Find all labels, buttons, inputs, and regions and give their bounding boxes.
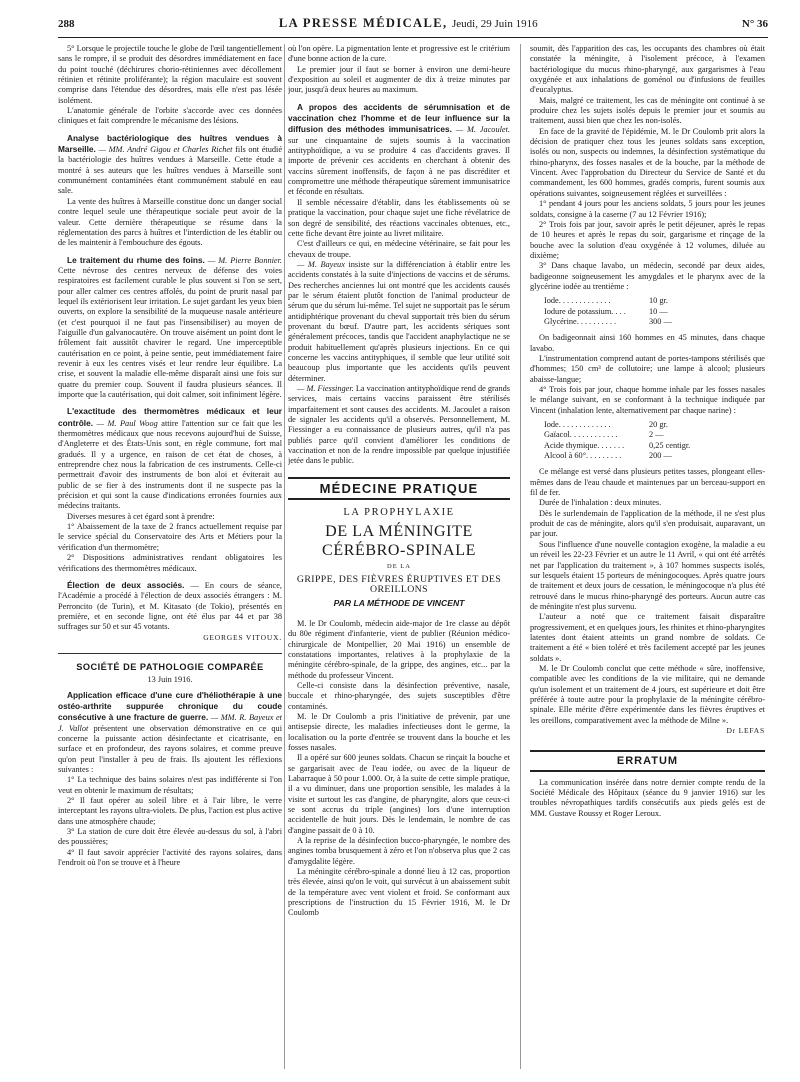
headline-connector: DE LA — [387, 563, 411, 571]
paragraph: soumit, dès l'apparition des cas, les occupants des chambres où était constatée la méningite, à l'isolement précoce, à l'examen bactériologique du mucus rhino-pharyngé, aux gargarismes à l'eau oxygénée et aux inhalations de goménol ou d'infusions de feuilles d'eucalyptus. — [530, 44, 765, 95]
article-authors: — M. Paul Woog — [96, 418, 158, 428]
paragraph: Durée de l'inhalation : deux minutes. — [539, 498, 662, 508]
ingredient: Iode. . . . . . . . . . . . . — [544, 420, 611, 430]
column-divider — [284, 44, 285, 1069]
article-title: A propos des accidents de sérumnisation et de vaccination chez l'homme et de leur influence sur la diffusion des méthodes immunisatrices. — [288, 101, 510, 135]
article-text: — En cours de séance, l'Académie a procédé à l'élection de deux associés étrangers : M. Perroncito (de Turin), et M. Kitasato (de Tokio), présentés en première, et en seconde ligne, ont été élus par 44 et par 38 suffrages sur 50 et sur 45 votants. — [58, 580, 282, 632]
article-text: fils ont étudié la bactériologie des huîtres vendues à Marseille. Cette étude a montré à ses auteurs que les huîtres vendues à Marseille sont communément contaminées étant communément stabulé en eau sale. — [58, 145, 282, 196]
article-title: Le traitement du rhume des foins. — [67, 254, 205, 265]
paragraph: A la reprise de la désinfection bucco-pharyngée, le nombre des angines tomba brusquement à zéro et l'on n'observa plus que 2 cas d'amygdalite légère. — [288, 836, 510, 866]
quantity: 2 — — [649, 430, 664, 440]
paragraph: 1° pendant 4 jours pour les anciens soldats, 5 jours pour les jeunes soldats, consigne à la caserne (7 au 12 Février 1916); — [530, 199, 765, 219]
article-authors: — MM. R. Bayeux et J. Vallot — [58, 713, 282, 733]
ingredient: Iodure de potassium. . . . — [544, 306, 626, 316]
paragraph: Diverses mesures à cet égard sont à prendre: — [67, 511, 215, 521]
paragraph: 4° Trois fois par jour, chaque homme inhale par les fosses nasales le mélange suivant, en se conformant à la technique indiquée par Vincent (inhalation lente, alternativement par chaque narine) : — [530, 385, 765, 415]
list-item: 4° Il faut savoir apprécier l'activité des rayons solaires, dans l'endroit où l'on se trouve et à l'heure — [58, 847, 282, 868]
column-2 — [288, 44, 510, 1069]
headline-method: PAR LA MÉTHODE DE VINCENT — [333, 598, 465, 609]
paragraph: M. le Dr Coulomb, médecin aide-major de 1re classe au dépôt du 80e régiment d'infanterie, vient de publier (Réunion médico-chirurgicale de Montpellier, 20 Mai 1916) un ensemble de constatations importantes, relatives à la prophylaxie de la méningite cérébro-spinale, de la grippe, des angines, etc... par la méthode du professeur Vincent. — [288, 618, 510, 680]
paragraph: M. le Dr Coulomb conclut que cette méthode « sûre, inoffensive, compatible avec les conditions de la vie militaire, qui ne demande qu'un isolement et un traitement de 4 jours, est supérieure et doit être préférée à toute autre pour la prophylaxie de la méningite cérébro-spinale. Elle mérite d'être expérimentée dans les fièvres éruptives et les oreillons, comparativement avec la méthode de Milne ». — [530, 663, 765, 725]
page-number: 288 — [58, 18, 75, 30]
quantity: 300 — — [649, 316, 672, 326]
list-item: 1° La technique des bains solaires n'est pas indifférente si l'on veut en obtenir le maximum de résultats; — [58, 775, 282, 795]
erratum-text: La communication insérée dans notre dernier compte rendu de la Société Médicale des Hôpitaux (séance du 9 janvier 1916) sur les troubles névropathiques tardifs consécutifs aux pieds gelés est de MM. Gustave Roussy et Roger Leroux. — [530, 777, 765, 818]
section-title: SOCIÉTÉ DE PATHOLOGIE COMPARÉE — [58, 653, 282, 672]
article-text: attire l'attention sur ce fait que les thermomètres médicaux que nous recevons aujourd'hui de Suisse, d'Angleterre et des États-Unis sont, en règle commune, fort mal gradués. Il y a urgence, en raison de cet état de choses, à entreprendre chez nous la fabrication de ces instruments. Celle-ci permettrait d'avoir des instruments de bon aloi et éviterait au public de se fier à des instruments dont il ne suspecte pas la précision et qui sont la cause d'indications erronées fournies aux médecins traitants. — [58, 418, 282, 511]
signature: Dr LEFAS — [726, 726, 765, 735]
section-banner: MÉDECINE PRATIQUE — [288, 477, 510, 500]
journal-name: LA PRESSE MÉDICALE, — [278, 16, 448, 30]
paragraph: L'anatomie générale de l'orbite s'accorde avec ces données cliniques et fait comprendre le mécanisme des lésions. — [58, 106, 282, 126]
formula-row — [544, 307, 719, 317]
quantity: 10 gr. — [649, 296, 668, 306]
paragraph: Sous l'influence d'une nouvelle contagion exogène, la maladie a eu un réveil les 22-23 Février et un autre le 11 Avril, « qui ont été arrêtés net par l'application du traitement », à 107 hommes suspects isolés, sur lesquels étaient 15 porteurs de méningocoques. Après quatre jours de traitement et deux jours de cessation, le méningocoque n'a plus été retrouvé dans le mucus rhino-pharyngé des porteurs. Aucun autre cas de méningite n'est plus survenu. — [530, 539, 765, 611]
paragraph: C'est d'ailleurs ce qui, en médecine vétérinaire, se fait pour les chevaux de troupe. — [288, 239, 510, 259]
ingredient: Glycérine. . . . . . . . . . — [544, 316, 617, 326]
article-thermometres — [58, 406, 282, 511]
article-authors: — MM. André Gigou et Charles Richet — [98, 145, 233, 155]
list-item: 2° Il faut opérer au soleil libre et à l'air libre, le verre interceptant les rayons ultra-violets. De plus, l'action est plus active dans une atmosphère chaude; — [58, 796, 282, 826]
article-text: insiste sur la différenciation à établir entre les accidents constatés à la suite d'injections de vaccins et de sérums. Des recherches anciennes lui ont montré que les accidents causés par le sérum étaient plutôt fonction de l'animal producteur de sérum que du sérum lui-même. Tel sujet ne supportait pas le sérum antidiphtérique provenant du cheval supportait très bien du sérum provenant du bœuf. D'autre part, les accidents sériques sont généralement précoces, tandis que l'accident anaphylactique ne se produit habituellement qu'après plusieurs injections. En ce qui concerne les vaccins antityphiques, il semble que leur utilité soit beaucoup plus importante que les accidents qu'ils peuvent déterminer. — [288, 259, 510, 383]
paragraph: Il a opéré sur 600 jeunes soldats. Chacun se rinçait la bouche et se gargarisait avec de l'eau iodée, ou avec de la liqueur de Labarraque à 50 pour 1.000. Or, à la suite de cette simple pratique, il a vu diminuer, dans une proportion sensible, les malades à la visite et surtout les cas d'angine, de pharyngite, alors que ceux-ci se sont accrus du triple (angines) lors d'une interruption accidentelle de huit jours. Dès le lendemain, le nombre de cas d'angine passait de 0 à 10. — [288, 753, 510, 835]
article-title: Application efficace d'une cure d'héliothérapie à une ostéo-arthrite suppurée chronique du coude consécutive à une fracture de guerre. — [58, 689, 282, 723]
paragraph: La méningite cérébro-spinale a donné lieu à 12 cas, proportion très élevée, ainsi qu'on le voit, qui survécut à un abaissement subit de la température avec vent violent et froid. Se conformant aux prescriptions de l'instruction du 15 Février 1916, M. le Dr Coulomb — [288, 867, 510, 918]
column-divider — [520, 44, 521, 1069]
formula-table-2 — [544, 420, 765, 461]
article-heliotherapie — [58, 690, 282, 776]
article-text: Cette névrose des centres nerveux de défense des voies respiratoires est facilement curable le plus souvent si l'on se sert, pour aller calmer ces centres affolés, du point de prurit nasal par lequel ils extériorisent leur irritation. Le sujet gardant les yeux bien ouverts, on explore la sensibilité de la muqueuse nasale antérieure (et c'est pourquoi il ne faut pas l'insensibiliser) au moyen de l'aiguille d'un galvanocautère. On trouve aisément un point dont le frôlement fait aussitôt chavirer le regard. Une imperceptible cautérisation en ce point, à peine sentie, peut immédiatement faire revenir à eux les centres visés et leur rendre leur équilibre. La crise, et souvent la maladie elle-même disparaît ainsi une fois sur quatre du premier coup. Souvent il faudra plusieurs séances. Il importe que la cautérisation, qui doit calmer, soit infiniment légère. — [58, 265, 282, 399]
article-text: présentent une observation démonstrative en ce qui concerne la puissante action désinfectante et cicatrisante, en surface et en profondeur, des rayons solaires, et comme preuve qu'on peut l'installer à peu de frais. Ils ajoutent les réflexions suivantes : — [58, 723, 282, 774]
paragraph: Celle-ci consiste dans la désinfection préventive, nasale, buccale et rhino-pharyngée, des sujets susceptibles d'être contaminés. — [288, 680, 510, 711]
formula-row — [544, 430, 719, 440]
erratum-banner: ERRATUM — [530, 750, 765, 771]
paragraph: Le premier jour il faut se borner à environ une demi-heure d'exposition au soleil et augmenter de dix à treize minutes par jour, jusqu'à deux heures au maximum. — [288, 64, 510, 95]
formula-row — [544, 441, 719, 451]
paragraph: Dès le surlendemain de l'application de la méthode, il ne s'est plus produit de cas de méningite, alors qu'il s'en produisait, auparavant, un par jour. — [530, 508, 765, 539]
ingredient: Gaïacol. . . . . . . . . . . . — [544, 430, 618, 440]
ingredient: Acide thymique. . . . . . . — [544, 440, 625, 450]
formula-row — [544, 451, 719, 461]
paragraph: 3° Dans chaque lavabo, un médecin, secondé par deux aides, badigeonne soigneusement les amygdales et le pharynx avec de la glycérine iodée au trentième : — [530, 261, 765, 291]
page-header — [58, 18, 768, 38]
formula-row — [544, 296, 719, 306]
formula-row — [544, 317, 719, 327]
section-date: 13 Juin 1916. — [147, 675, 193, 685]
paragraph: En face de la gravité de l'épidémie, M. le Dr Coulomb prit alors la décision de pratiquer chez tous les jeunes soldats sans exception, isolés ou non, suspects ou indemnes, la désinfection systématique du rhino-pharynx, des fosses nasales et de la bouche, par la méthode de Vincent. Avec l'approbation du Directeur du Service de Santé et du commandement, les 600 hommes, gradés compris, furent soumis aux opérations suivantes, soigneusement réglées et surveillées : — [530, 126, 765, 198]
article-title: Analyse bactériologique des huîtres vendues à Marseille. — [58, 132, 282, 155]
paragraph: Il semble nécessaire d'établir, dans les établissements où se pratique la vaccination, pour chaque sujet une fiche révélatrice de son degré de sensibilité, des réactions vaccinales obtenues, etc., cette fiche devant être jointe au livret militaire. — [288, 197, 510, 238]
paragraph: 5° Lorsque le projectile touche le globe de l'œil tangentiellement sans le rompre, il se produit des désordres immédiatement en face du point touché (déchirures chorio-rétiniennes avec décollement rétinien et rétinite proliférante); la région maculaire est souvent comprise dans l'étendue des désordres, mais elle n'est pas lésée isolément. — [58, 44, 282, 105]
ingredient: Iode. . . . . . . . . . . . . — [544, 296, 611, 306]
signature: GEORGES VITOUX. — [203, 632, 282, 642]
article-title: L'exactitude des thermomètres médicaux et leur contrôle. — [58, 406, 282, 428]
paragraph: 2° Dispositions administratives rendant obligatoires les vérifications des thermomètres médicaux. — [58, 553, 282, 573]
paragraph: 2° Trois fois par jour, savoir après le petit déjeuner, après le repas de 10 heures et après le repas du soir, gargarisme et rinçage de la bouche avec la solution d'eau oxygénée à 12 volumes, diluée au dixième; — [530, 219, 765, 260]
article-rhume-foins — [58, 255, 282, 401]
paragraph: où l'on opère. La pigmentation lente et progressive est le critérium d'une bonne action de la cure. — [288, 44, 510, 64]
article-authors: — M. Jacoulet. — [455, 125, 510, 135]
quantity: 10 — — [649, 306, 668, 316]
article-analyse-huitres — [58, 133, 282, 197]
paragraph: M. le Dr Coulomb a pris l'initiative de prévenir, par une antisepsie directe, les maladies infectieuses dont le germe, la localisation ou la porte d'entrée se trouvent dans la bouche et les fosses nasales. — [288, 711, 510, 752]
paragraph: L'auteur a noté que ce traitement faisait disparaître progressivement, et en quelques jours, les rhinites et rhino-pharyngites latentes dont étaient atteints un grand nombre de soldats. Ce traitement a été « bien toléré et très facilement accepté par les jeunes soldats ». — [530, 612, 765, 663]
article-title: Élection de deux associés. — [67, 579, 185, 590]
paragraph: La vente des huîtres à Marseille constitue donc un danger social contre lequel seule une thérapeutique sociale peut avoir de la valeur. Cette dernière thérapeutique se résume dans la réglementation des parcs à huîtres et l'interdiction de les établir ou de les maintenir à l'embouchure des égouts. — [58, 196, 282, 248]
issue-number: N° 36 — [741, 18, 768, 30]
formula-row — [544, 420, 719, 430]
comment-bayeux — [288, 260, 510, 384]
article-text: sur une cinquantaine de sujets soumis à la vaccination antityphoïdique, a vu se produire 4 cas d'accidents graves. Il importe de prévenir ces accidents en cherchant à obtenir des vaccins sûrement inoffensifs, de façon à ne pas discréditer et compromettre une méthode thérapeutique sûrement immunisatrice et féconde en résultats. — [288, 135, 510, 197]
headline-grippe: GRIPPE, DES FIÈVRES ÉRUPTIVES ET DES OREILLONS — [296, 573, 502, 596]
list-item: 3° La station de cure doit être élevée au-dessus du sol, à l'abri des poussières; — [58, 827, 282, 847]
quantity: 200 — — [649, 451, 672, 461]
formula-table-1 — [544, 296, 765, 327]
header-rule — [58, 37, 768, 38]
article-authors: — M. Pierre Bonnier. — [207, 255, 282, 265]
article-election — [58, 580, 282, 633]
paragraph: Mais, malgré ce traitement, les cas de méningite ont continué à se produire chez les sujets isolés depuis le premier jour et soumis au traitement, aussi bien que chez les non-isolés. — [530, 95, 765, 126]
quantity: 20 gr. — [649, 420, 668, 430]
headline-prophylaxie: LA PROPHYLAXIE — [343, 507, 455, 519]
article-text: La vaccination antityphoïdique rend de grands services, mais certains vaccins paraissent être stérilisés imparfaitement et sont causes des accidents. M. Jacoulet a raison de signaler les accidents qu'il a observés. Personnellement, M. Fiessinger a eu connaissance de plusieurs autres, qu'il n'a pas publiés parce qu'il convient d'améliorer les conditions de vaccination et non de la rendre impossible par quelque injustifiée jetée dans le public. — [288, 384, 510, 466]
ingredient: Alcool à 60°. . . . . . . . . — [544, 451, 622, 461]
comment-fiessinger — [288, 384, 510, 467]
headline-meningite: DE LA MÉNINGITE CÉRÉBRO-SPINALE — [322, 523, 476, 560]
paragraph: Ce mélange est versé dans plusieurs petites tasses, plongeant elles-mêmes dans de l'eau chaude et maintenues par un berceau-support en fil de fer. — [530, 467, 765, 498]
article-authors: — M. Bayeux — [297, 259, 345, 269]
quantity: 0,25 centigr. — [649, 440, 691, 450]
article-authors: — M. Fiessinger. — [297, 384, 354, 393]
paragraph: 1° Abaissement de la taxe de 2 francs actuellement requise par le service spécial du Conservatoire des Arts et Métiers pour la vérification d'un thermomètre; — [58, 522, 282, 552]
paragraph: On badigeonnait ainsi 160 hommes en 45 minutes, dans chaque lavabo. — [530, 333, 765, 353]
column-3 — [530, 44, 765, 1069]
paragraph: L'instrumentation comprend autant de portes-tampons stérilisés que d'hommes; 150 cm³ de collutoire; une lampe à alcool; plusieurs abaisse-langue; — [530, 353, 765, 384]
journal-title — [279, 18, 538, 29]
issue-date: Jeudi, 29 Juin 1916 — [452, 18, 538, 30]
column-1 — [58, 44, 282, 1069]
article-serumnisation — [288, 102, 510, 198]
